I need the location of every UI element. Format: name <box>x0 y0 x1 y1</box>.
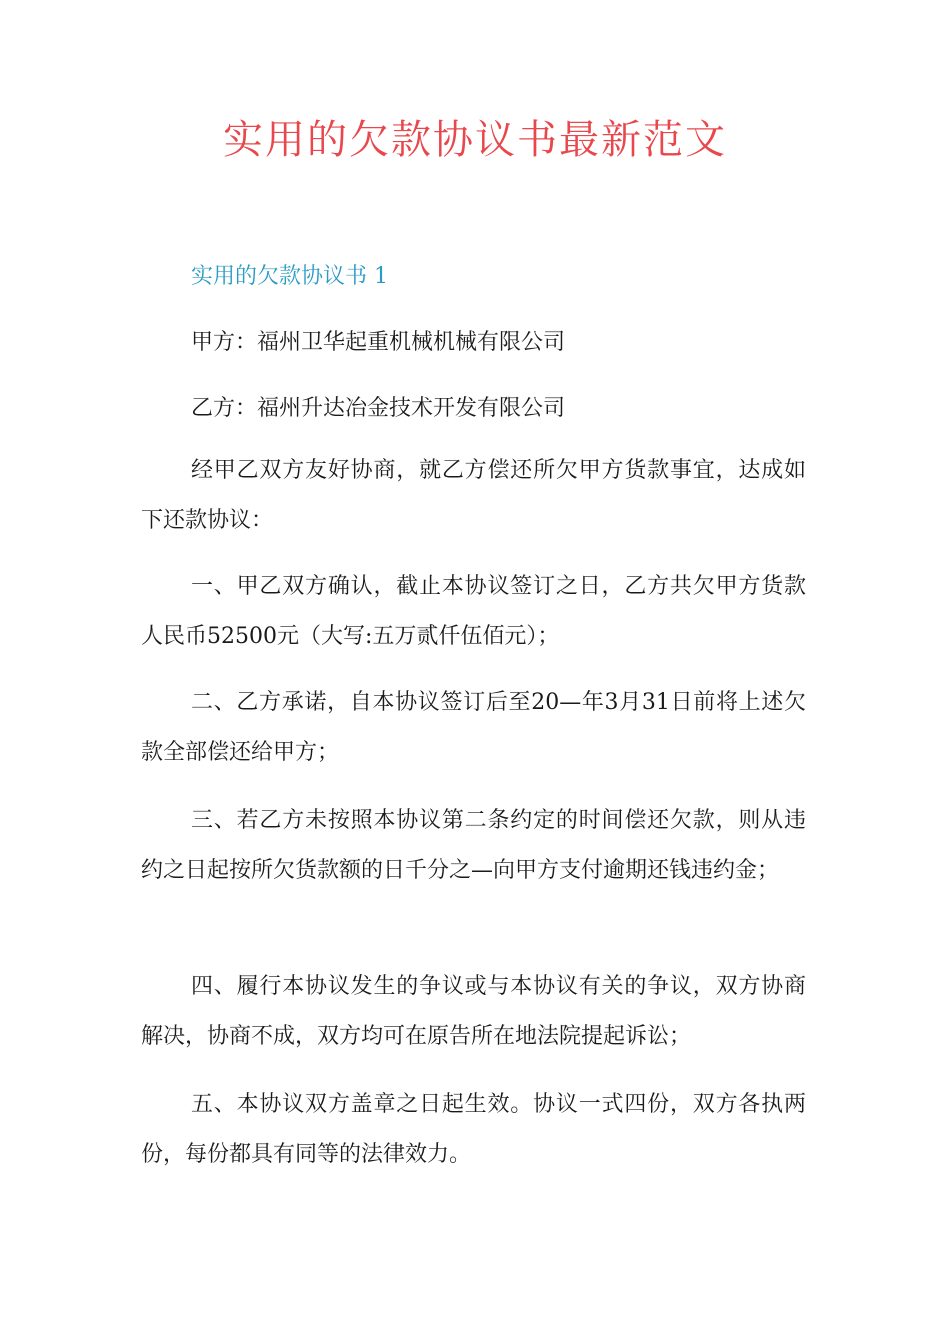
section-heading: 实用的欠款协议书 1 <box>191 264 388 289</box>
intro-paragraph: 经甲乙双方友好协商，就乙方偿还所欠甲方货款事宜，达成如下还款协议： <box>141 458 806 533</box>
clause-3: 三、若乙方未按照本协议第二条约定的时间偿还欠款，则从违约之日起按所欠货款额的日千分之—向甲方支付逾期还钱违约金； <box>141 808 806 883</box>
clause-1: 一、甲乙双方确认，截止本协议签订之日，乙方共欠甲方货款人民币52500元（大写:五万贰仟伍佰元）； <box>141 574 806 649</box>
clause-5: 五、本协议双方盖章之日起生效。协议一式四份，双方各执两份，每份都具有同等的法律效力。 <box>141 1092 806 1167</box>
party-a: 甲方：福州卫华起重机械机械有限公司 <box>191 330 566 355</box>
party-b: 乙方：福州升达冶金技术开发有限公司 <box>191 396 566 421</box>
clause-4: 四、履行本协议发生的争议或与本协议有关的争议，双方协商解决，协商不成，双方均可在原告所在地法院提起诉讼； <box>141 974 806 1049</box>
document-title: 实用的欠款协议书最新范文 <box>223 117 727 163</box>
clause-2: 二、乙方承诺，自本协议签订后至20—年3月31日前将上述欠款全部偿还给甲方； <box>141 690 806 765</box>
